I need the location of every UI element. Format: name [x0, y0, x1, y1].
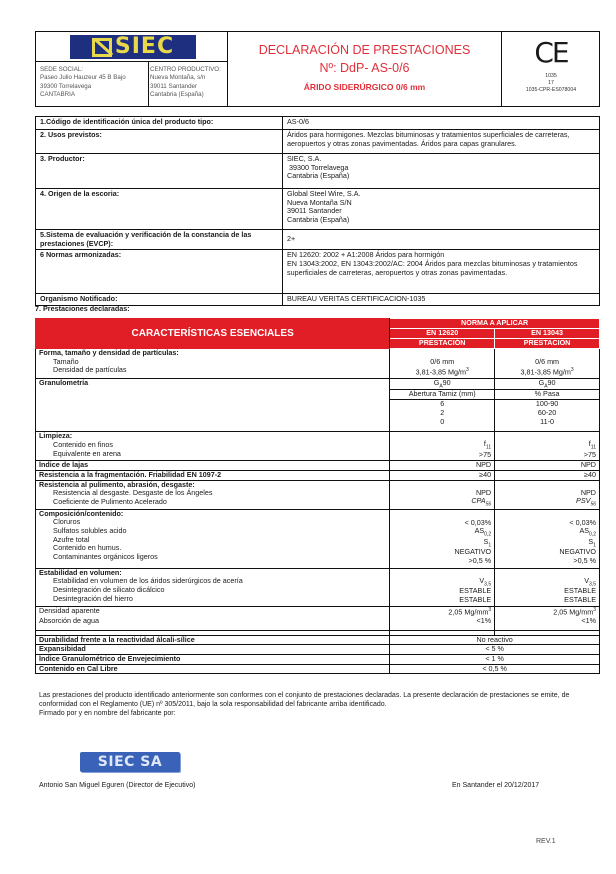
superscript: 3	[488, 606, 492, 613]
row-label: Índice de lajas	[36, 461, 390, 471]
place-date: En Santander el 20/12/2017	[452, 782, 540, 789]
row-item: Desintegración de silicato dicálcico	[53, 585, 165, 594]
signed-by-text: Firmado por y en nombre del fabricante por:	[39, 710, 176, 718]
value: 3,81-3,85 Mg/m	[415, 367, 466, 377]
row-item: Contenido en humus.	[53, 543, 122, 553]
pass-values	[495, 400, 600, 432]
value: 90	[442, 378, 451, 387]
subscript: 1	[488, 542, 492, 549]
value-cell: < 1 %	[390, 655, 600, 665]
value: AS	[474, 526, 485, 536]
value-line: Cantabria (España)	[287, 171, 350, 181]
title-block	[228, 32, 502, 106]
table-row	[36, 655, 600, 665]
value-cell	[390, 432, 495, 461]
value-cell: NPD	[390, 461, 495, 471]
product-info-table	[35, 116, 600, 306]
table-row	[36, 480, 600, 509]
info-label: 5.Sistema de evaluación y verificación de la constancia de las prestaciones (EVCP):	[36, 230, 283, 250]
column-header-en13043: EN 13043	[495, 329, 600, 339]
info-label: 6 Normas armonizadas:	[36, 250, 283, 294]
row-label	[36, 432, 390, 461]
info-value	[283, 189, 600, 230]
row-item: Resistencia al desgaste. Desgaste de los Ángeles	[53, 488, 213, 498]
divider	[148, 62, 149, 106]
value-line: EN 12620: 2002 + A1:2008 Áridos para hormigón	[287, 250, 445, 260]
value: 2,05 Mg/mm	[553, 607, 594, 617]
value-cell	[495, 379, 600, 390]
table-row	[36, 568, 600, 606]
ce-year: 17	[548, 79, 554, 86]
row-item: Cloruros	[53, 517, 81, 527]
ce-mark-icon: CE	[534, 36, 568, 69]
row-label	[36, 509, 390, 568]
notified-body-number: 1035	[545, 73, 557, 79]
value: G	[538, 378, 545, 387]
value-line: 39011 Santander	[287, 206, 342, 216]
siec-logo	[70, 35, 196, 59]
row-label: Expansibidad	[36, 645, 390, 655]
column-header-norma: NORMA A APLICAR	[390, 319, 600, 329]
value: <1%	[476, 615, 492, 625]
value-cell	[495, 432, 600, 461]
value: S	[588, 536, 594, 546]
row-label: Contenido en Cal Libre	[36, 664, 390, 674]
value-cell: < 5 %	[390, 645, 600, 655]
superscript: 3	[570, 366, 574, 373]
row-label: Índice Granulométrico de Envejecimiento	[36, 655, 390, 665]
value-cell: ≥40	[495, 471, 600, 481]
row-item: Desintegración del hierro	[53, 593, 133, 603]
info-row	[36, 250, 600, 294]
value-cell	[390, 568, 495, 606]
info-value	[283, 154, 600, 189]
value-cell: No reactivo	[390, 635, 600, 645]
info-value: Áridos para hormigones. Mezclas bituminosas y tratamientos superficiales de carreteras, aeropuertos y otras zonas pavimentadas. Áridos para capas granulares.	[283, 130, 600, 154]
pass-header: % Pasa	[495, 390, 600, 400]
value-line: EN 13043:2002, EN 13043:2002/AC: 2004 Áridos para mezclas bituminosas y tratamientos superficiales de carreteras, aeropuertos y otras zonas pavimentadas.	[287, 258, 578, 277]
address-line: Cantabria (España)	[150, 91, 204, 99]
row-title: Limpieza:	[39, 431, 73, 441]
value: < 0,03%	[464, 517, 492, 527]
value: ESTABLE	[564, 586, 596, 596]
value: 3,81-3,85 Mg/m	[520, 367, 571, 377]
value-cell	[390, 606, 495, 630]
sede-social-address	[40, 66, 126, 99]
info-value: AS-0/6	[283, 117, 600, 130]
row-item: Sulfatos solubles acido	[53, 526, 127, 535]
value-cell: < 0,5 %	[390, 664, 600, 674]
value: G	[433, 378, 440, 387]
column-header-prestacion-2: PRESTACION	[495, 339, 600, 349]
value-cell	[390, 349, 495, 379]
value-cell	[390, 509, 495, 568]
subscript: 0,2	[484, 531, 492, 538]
row-item: Contaminantes orgánicos ligeros	[53, 551, 158, 561]
value: AS	[579, 526, 590, 536]
row-item: Azufre total	[53, 534, 90, 544]
value: f	[588, 439, 591, 449]
table-row	[36, 432, 600, 461]
address-line: CANTABRIA	[40, 91, 75, 99]
value: 2,05 Mg/mm	[448, 607, 489, 617]
value: V	[479, 575, 485, 585]
logo-container	[36, 32, 227, 62]
value: 2	[440, 408, 445, 418]
info-row	[36, 230, 600, 250]
info-row	[36, 154, 600, 189]
superscript: 3	[465, 366, 469, 373]
info-label: 3. Productor:	[36, 154, 283, 189]
row-label	[36, 349, 390, 379]
row-item: Coeficiente de Pulimento Acelerado	[53, 497, 167, 506]
value-cell	[495, 568, 600, 606]
value: < 0,03%	[569, 517, 596, 527]
value-cell: ≥40	[390, 471, 495, 481]
table-row	[36, 664, 600, 674]
info-row	[36, 117, 600, 130]
column-header-prestacion-1: PRESTACIÓN	[390, 339, 495, 349]
document-number: Nº: DdP- AS-0/6	[319, 61, 410, 75]
subscript: 11	[485, 444, 492, 451]
value-line: Cantabria (España)	[287, 214, 350, 224]
value: NPD	[475, 487, 492, 497]
revision-label: REV.1	[536, 838, 556, 845]
subscript: 3,5	[484, 581, 492, 588]
row-label: Resistencia a la fragmentación. Friabilidad EN 1097-2	[36, 471, 390, 481]
value: NPD	[580, 487, 596, 497]
value: 0	[440, 416, 445, 426]
value: NEGATIVO	[454, 547, 492, 557]
row-item: Contenido en finos	[53, 440, 113, 450]
value: ESTABLE	[564, 594, 596, 604]
value-line: Nueva Montaña S/N	[287, 197, 352, 207]
value: PSV	[576, 496, 591, 506]
section-7-heading: 7. Prestaciones declaradas:	[35, 304, 130, 313]
value: f	[483, 439, 486, 449]
performance-table	[35, 318, 600, 674]
info-label: 1.Código de identificación única del producto tipo:	[36, 117, 283, 130]
info-value: 2+	[283, 230, 600, 250]
document-title: DECLARACIÓN DE PRESTACIONES	[258, 43, 471, 57]
subscript: A	[544, 383, 548, 390]
value-cell: NPD	[495, 461, 600, 471]
address-line: Nueva Montaña, s/n	[150, 74, 206, 82]
value: V	[584, 575, 590, 585]
stamp-text: SIEC SA	[97, 753, 163, 770]
row-item: Tamaño	[53, 356, 79, 366]
address-line: 39011 Santander	[150, 82, 198, 90]
row-label	[36, 568, 390, 606]
value: ESTABLE	[459, 594, 492, 604]
value: >0,5 %	[468, 555, 492, 565]
sieve-header: Abertura Tamiz (mm)	[390, 390, 495, 400]
value: ESTABLE	[459, 586, 492, 596]
row-item: Equivalente en arena	[53, 448, 121, 458]
value: 90	[547, 378, 556, 387]
info-row	[36, 189, 600, 230]
info-label: 4. Origen de la escoria:	[36, 189, 283, 230]
value: <1%	[581, 615, 596, 625]
subscript: 3,5	[589, 581, 596, 588]
row-title: Forma, tamaño y densidad de partículas:	[39, 348, 179, 357]
product-name: ÁRIDO SIDERÚRGICO 0/6 mm	[303, 82, 426, 92]
table-row	[36, 379, 600, 390]
address-line: Paseo Julio Hauzeur 45 B Bajo	[40, 74, 126, 82]
superscript: 3	[593, 606, 596, 613]
subscript: 56	[590, 501, 596, 508]
siec-emblem-icon	[92, 38, 112, 57]
table-row	[36, 349, 600, 379]
row-title: Composición/contenido:	[39, 508, 124, 518]
value: S	[483, 536, 489, 546]
logo-text: SIEC	[114, 34, 175, 59]
row-item: Densidad aparente	[39, 605, 100, 615]
certificate-number: 1035-CPR-ES078004	[525, 86, 577, 93]
subscript: 1	[593, 542, 596, 549]
ce-block	[502, 32, 600, 106]
value: CPA	[471, 496, 486, 506]
row-title: Resistencia al pulimento, abrasión, desgaste:	[39, 479, 195, 489]
value: 6	[440, 399, 445, 409]
column-header-en12620: EN 12620	[390, 329, 495, 339]
value: 0/6 mm	[430, 357, 455, 366]
centro-productivo-address	[150, 66, 221, 99]
row-title: Estabilidad en volumen:	[39, 567, 122, 577]
value: 60-20	[537, 408, 557, 418]
value-cell	[390, 480, 495, 509]
row-label	[36, 606, 390, 630]
statement-text: Las prestaciones del producto identificado anteriormente son conformes con el conjunto de prestaciones declaradas. La presente declaración de prestaciones se emite, de conformidad con el Reglamento (UE) nº 305/2011, bajo la sola responsabilidad del fabricante arriba identificado.	[39, 692, 570, 709]
ce-details	[502, 73, 600, 93]
info-row	[36, 130, 600, 154]
row-item: Estabilidad en volumen de los áridos siderúrgicos de acería	[53, 576, 243, 586]
value-line: 39300 Torrelavega	[287, 162, 349, 172]
value-cell	[390, 379, 495, 390]
company-stamp	[80, 752, 180, 772]
table-row	[36, 606, 600, 630]
address-line: CENTRO PRODUCTIVO:	[150, 66, 221, 73]
info-label: 2. Usos previstos:	[36, 130, 283, 154]
row-item: Densidad de partículas	[53, 365, 127, 375]
column-header-characteristics: CARACTERÍSTICAS ESENCIALES	[36, 319, 390, 349]
signer-name: Antonio San Miguel Eguren (Director de Ejecutivo)	[39, 782, 196, 789]
value: 11-0	[540, 416, 554, 426]
value-line: Global Steel Wire, S.A.	[287, 189, 361, 198]
info-label: Organismo Notificado:	[36, 294, 283, 306]
row-label	[36, 480, 390, 509]
document-header	[35, 31, 600, 107]
address-line: SEDE SOCIAL:	[40, 66, 83, 73]
info-value	[283, 250, 600, 294]
value-cell	[495, 509, 600, 568]
subscript: 11	[590, 444, 596, 451]
value: >75	[478, 449, 492, 459]
table-row	[36, 509, 600, 568]
subscript: A	[439, 383, 443, 390]
conformity-statement	[39, 691, 599, 718]
subscript: 56	[485, 501, 492, 508]
value-cell	[495, 480, 600, 509]
value: NEGATIVO	[559, 547, 596, 557]
subscript: 0,2	[589, 531, 596, 538]
value: >75	[583, 449, 596, 459]
header-row	[36, 319, 600, 329]
company-block	[36, 32, 228, 106]
table-row	[36, 635, 600, 645]
address-line: 39300 Torrelavega	[40, 82, 92, 90]
row-label: Granulometría	[36, 379, 390, 432]
value-line: SIEC, S.A.	[287, 154, 322, 163]
value: 100-90	[535, 399, 559, 409]
row-label: Durabilidad frente a la reactividad álcali-sílice	[36, 635, 390, 645]
value: >0,5 %	[573, 555, 596, 565]
sieve-values	[390, 400, 495, 432]
info-value: BUREAU VERITAS CERTIFICACION-1035	[283, 294, 600, 306]
row-item: Absorción de agua	[39, 616, 99, 626]
value: 0/6 mm	[535, 357, 560, 366]
value-cell	[495, 349, 600, 379]
value-cell	[495, 606, 600, 630]
